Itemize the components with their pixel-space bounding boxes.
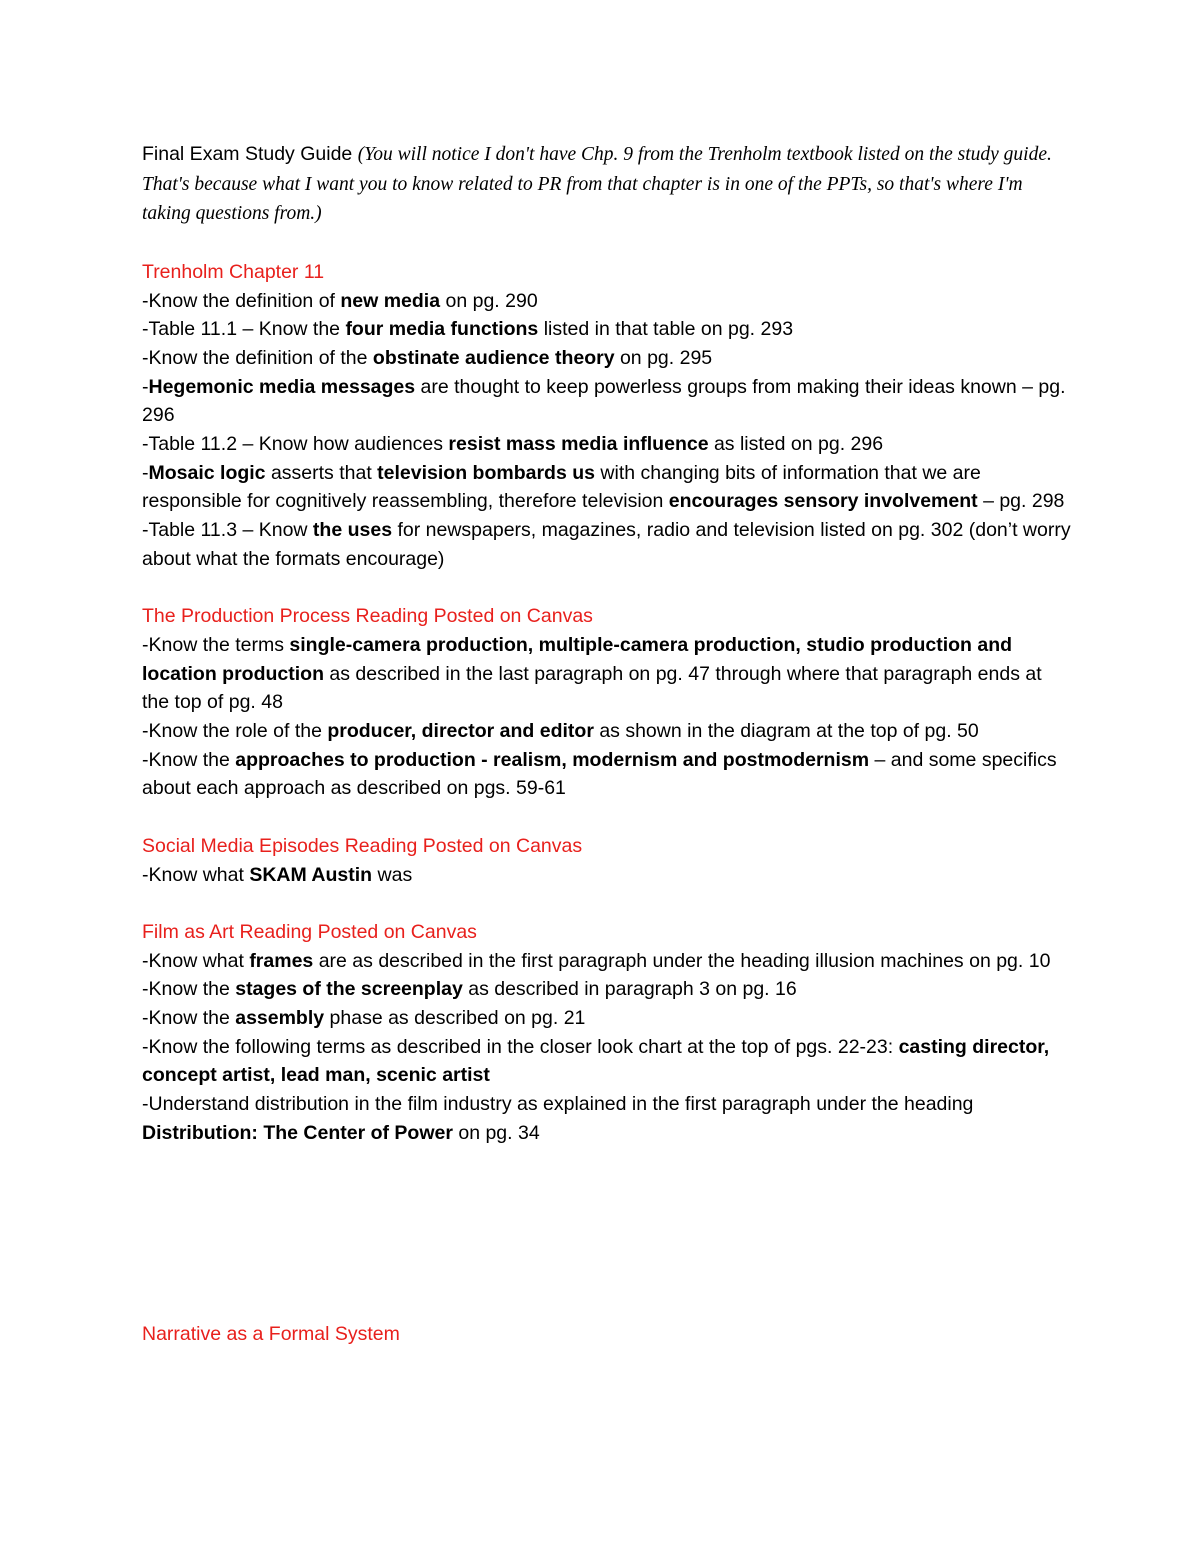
intro-paragraph xyxy=(142,140,1072,229)
section-heading: Social Media Episodes Reading Posted on Canvas xyxy=(142,834,583,857)
study-item: -Table 11.2 – Know how audiences resist mass media influence as listed on pg. 296 xyxy=(142,433,884,456)
section-spacer xyxy=(142,229,1072,258)
study-section xyxy=(142,918,1072,1148)
final-section-heading: Narrative as a Formal System xyxy=(142,1322,400,1345)
key-term: new media xyxy=(340,289,441,312)
study-section xyxy=(142,602,1072,803)
key-term: Mosaic logic xyxy=(148,461,266,484)
study-item: -Know the role of the producer, director and editor as shown in the diagram at the top of pg. 50 xyxy=(142,720,979,743)
section-spacer xyxy=(142,889,1072,918)
study-item: -Know the terms single-camera production, multiple-camera production, studio production and location production as described in the last paragraph on pg. 47 through where that paragraph ends at the top of pg. 48 xyxy=(142,633,1042,714)
section-heading: The Production Process Reading Posted on Canvas xyxy=(142,605,593,628)
study-item: -Know the definition of the obstinate audience theory on pg. 295 xyxy=(142,346,713,369)
key-term: approaches to production - realism, modernism and postmodernism xyxy=(235,748,870,771)
study-item: -Hegemonic media messages are thought to keep powerless groups from making their ideas known – pg. 296 xyxy=(142,375,1066,427)
key-term: casting director, concept artist, lead man, scenic artist xyxy=(142,1035,1050,1087)
intro-note: (You will notice I don't have Chp. 9 from the Trenholm textbook listed on the study guide. That's because what I want you to know related to PR from that chapter is in one of the PPTs, so that's where I'm taking questions from.) xyxy=(142,144,1052,225)
study-item: -Table 11.1 – Know the four media functions listed in that table on pg. 293 xyxy=(142,318,794,341)
key-term: resist mass media influence xyxy=(448,433,709,456)
section-spacer xyxy=(142,803,1072,832)
study-item: -Know the assembly phase as described on pg. 21 xyxy=(142,1007,586,1030)
study-item: -Know the definition of new media on pg. 290 xyxy=(142,289,538,312)
study-item: -Know the following terms as described in the closer look chart at the top of pgs. 22-23: casting director, concept artist, lead man, scenic artist xyxy=(142,1035,1050,1087)
spacer xyxy=(142,1148,1072,1320)
study-item: -Know what SKAM Austin was xyxy=(142,863,413,886)
study-item: -Understand distribution in the film industry as explained in the first paragraph under the heading Distribution: The Center of Power on pg. 34 xyxy=(142,1093,974,1144)
study-item: -Table 11.3 – Know the uses for newspapers, magazines, radio and television listed on pg. 302 (don’t worry about what the formats encourage) xyxy=(142,519,1071,570)
key-term: four media functions xyxy=(345,318,539,341)
key-term: producer, director and editor xyxy=(327,720,594,743)
study-section xyxy=(142,832,1072,889)
sections-container xyxy=(142,229,1072,1147)
key-term: SKAM Austin xyxy=(249,863,373,886)
key-term: Distribution: The Center of Power xyxy=(142,1121,453,1144)
study-item: -Know the stages of the screenplay as described in paragraph 3 on pg. 16 xyxy=(142,978,797,1001)
key-term: single-camera production, multiple-camera production, studio production and location production xyxy=(142,633,1013,685)
section-spacer xyxy=(142,574,1072,603)
key-term: assembly xyxy=(235,1007,325,1030)
key-term: Hegemonic media messages xyxy=(148,375,416,398)
study-section xyxy=(142,258,1072,574)
section-heading: Film as Art Reading Posted on Canvas xyxy=(142,920,477,943)
key-term: the uses xyxy=(312,519,393,542)
key-term: encourages sensory involvement xyxy=(668,490,978,513)
key-term: television bombards us xyxy=(377,461,595,484)
key-term: stages of the screenplay xyxy=(235,978,463,1001)
key-term: obstinate audience theory xyxy=(372,346,615,369)
document-body xyxy=(142,140,1072,1348)
study-item: -Mosaic logic asserts that television bombards us with changing bits of information that we are responsible for cognitively reassembling, therefore television encourages sensory involvement – pg. 298 xyxy=(142,461,1065,513)
study-item: -Know the approaches to production - realism, modernism and postmodernism – and some specifics about each approach as described on pgs. 59-61 xyxy=(142,748,1057,800)
key-term: frames xyxy=(249,949,314,972)
section-heading: Trenholm Chapter 11 xyxy=(142,260,325,283)
study-item: -Know what frames are as described in the first paragraph under the heading illusion machines on pg. 10 xyxy=(142,949,1051,972)
document-title: Final Exam Study Guide xyxy=(142,143,353,165)
